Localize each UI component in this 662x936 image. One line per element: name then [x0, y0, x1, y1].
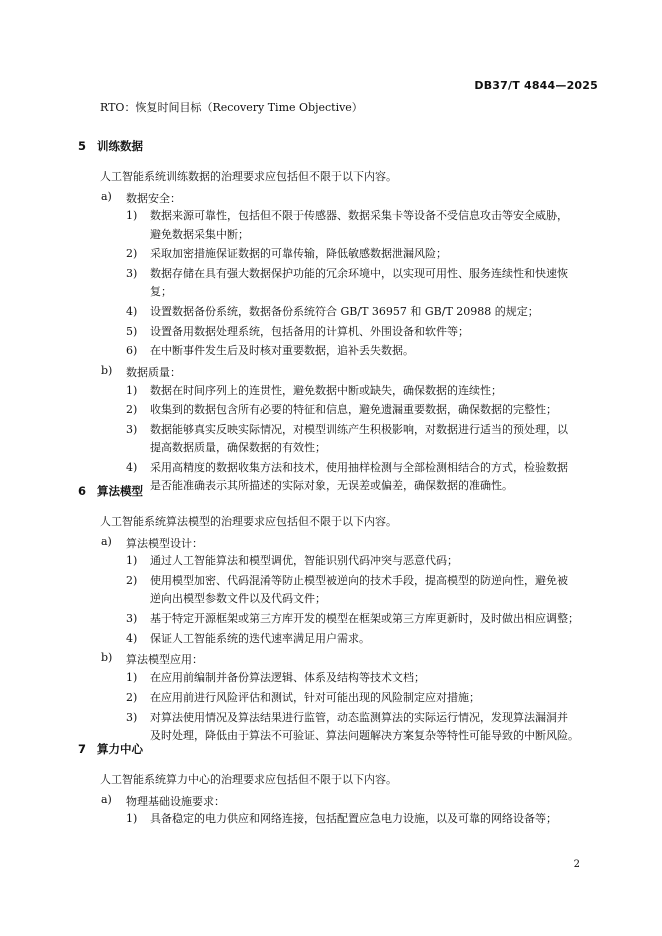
group-marker: b) [101, 364, 113, 377]
group-marker: a) [101, 534, 112, 548]
item-text: 通过人工智能算法和模型调优，智能识别代码冲突与恶意代码； [150, 554, 458, 568]
item-marker: 6) [126, 344, 138, 358]
item-marker: 3) [126, 612, 138, 625]
item-marker: 4) [126, 304, 138, 318]
item-marker: 3) [126, 710, 138, 724]
section-intro: 人工智能系统算法模型的治理要求应包括但不限于以下内容。 [100, 515, 397, 528]
group-label: 数据安全： [126, 191, 181, 205]
group-label: 物理基础设施要求： [126, 794, 225, 808]
item-text: 保证人工智能系统的迭代速率满足用户需求。 [150, 631, 370, 645]
item-text: 在应用前编制并备份算法逻辑、体系及结构等技术文档； [150, 671, 425, 685]
group-label: 算法模型应用： [126, 653, 203, 667]
item-text: 在应用前进行风险评估和测试，针对可能出现的风险制定应对措施； [150, 690, 480, 704]
section-number: 7 [78, 742, 87, 756]
group-marker: b) [101, 651, 113, 665]
page-number: 2 [573, 859, 580, 870]
item-text: 是否能准确表示其所描述的实际对象，无误差或偏差，确保数据的准确性。 [150, 479, 513, 493]
standard-number: DB37/T 4844—2025 [474, 79, 598, 92]
item-text: 对算法使用情况及算法结果进行监管，动态监测算法的实际运行情况，发现算法漏洞并 [150, 710, 568, 724]
item-marker: 2) [126, 403, 138, 417]
item-text: 逆向出模型参数文件以及代码文件； [150, 592, 326, 606]
group-marker: a) [101, 792, 112, 806]
item-text: 设置备用数据处理系统，包括备用的计算机、外围设备和软件等； [150, 324, 469, 338]
section-intro: 人工智能系统训练数据的治理要求应包括但不限于以下内容。 [100, 170, 397, 183]
section-number: 6 [78, 484, 87, 498]
group-label: 算法模型设计： [126, 536, 203, 550]
item-text: 使用模型加密、代码混淆等防止模型被逆向的技术手段，提高模型的防逆向性，避免被 [150, 574, 568, 588]
item-text: 数据能够真实反映实际情况，对模型训练产生积极影响，对数据进行适当的预处理，以 [150, 423, 568, 437]
item-text: 数据在时间序列上的连贯性，避免数据中断或缺失，确保数据的连续性； [150, 383, 502, 397]
item-text: 及时处理，降低由于算法不可验证、算法问题解决方案复杂等特性可能导致的中断风险。 [150, 728, 579, 742]
item-text: 采取加密措施保证数据的可靠传输，降低敏感数据泄漏风险； [150, 247, 447, 261]
section-number: 5 [78, 139, 87, 153]
section-title: 算法模型 [97, 484, 143, 498]
group-label: 数据质量： [126, 366, 181, 379]
group-marker: a) [101, 189, 112, 203]
section-heading [78, 483, 143, 499]
item-marker: 1) [126, 383, 138, 397]
item-text: 提高数据质量，确保数据的有效性； [150, 441, 326, 455]
item-marker: 1) [126, 209, 138, 223]
item-marker: 1) [126, 812, 138, 826]
item-text: 基于特定开源框架或第三方库开发的模型在框架或第三方库更新时，及时做出相应调整； [150, 612, 579, 625]
item-marker: 1) [126, 554, 138, 568]
item-text: 收集到的数据包含所有必要的特征和信息，避免遗漏重要数据，确保数据的完整性； [150, 403, 557, 417]
item-text: 采用高精度的数据收集方法和技术，使用抽样检测与全部检测相结合的方式，检验数据 [150, 461, 568, 474]
rto-definition: RTO：恢复时间目标（Recovery Time Objective） [100, 101, 363, 114]
section-title: 训练数据 [97, 139, 143, 153]
item-marker: 5) [126, 324, 138, 338]
item-marker: 2) [126, 247, 138, 261]
item-text: 设置数据备份系统，数据备份系统符合 GB/T 36957 和 GB/T 20988 的规定； [150, 304, 539, 318]
item-text: 在中断事件发生后及时核对重要数据，追补丢失数据。 [150, 344, 414, 358]
section-heading [78, 741, 143, 757]
item-marker: 2) [126, 690, 138, 704]
item-marker: 4) [126, 631, 138, 645]
section-heading [78, 138, 143, 154]
item-marker: 4) [126, 461, 138, 474]
item-text: 复； [150, 285, 172, 299]
item-marker: 1) [126, 671, 138, 685]
section-title: 算力中心 [97, 742, 143, 756]
item-text: 数据来源可靠性，包括但不限于传感器、数据采集卡等设备不受信息攻击等安全威胁， [150, 209, 568, 223]
section-intro: 人工智能系统算力中心的治理要求应包括但不限于以下内容。 [100, 773, 397, 786]
item-text: 具备稳定的电力供应和网络连接，包括配置应急电力设施，以及可靠的网络设备等； [150, 812, 557, 826]
item-text: 避免数据采集中断； [150, 227, 249, 241]
item-marker: 3) [126, 267, 138, 280]
item-marker: 3) [126, 423, 138, 437]
item-marker: 2) [126, 574, 138, 588]
item-text: 数据存储在具有强大数据保护功能的冗余环境中，以实现可用性、服务连续性和快速恢 [150, 267, 568, 280]
